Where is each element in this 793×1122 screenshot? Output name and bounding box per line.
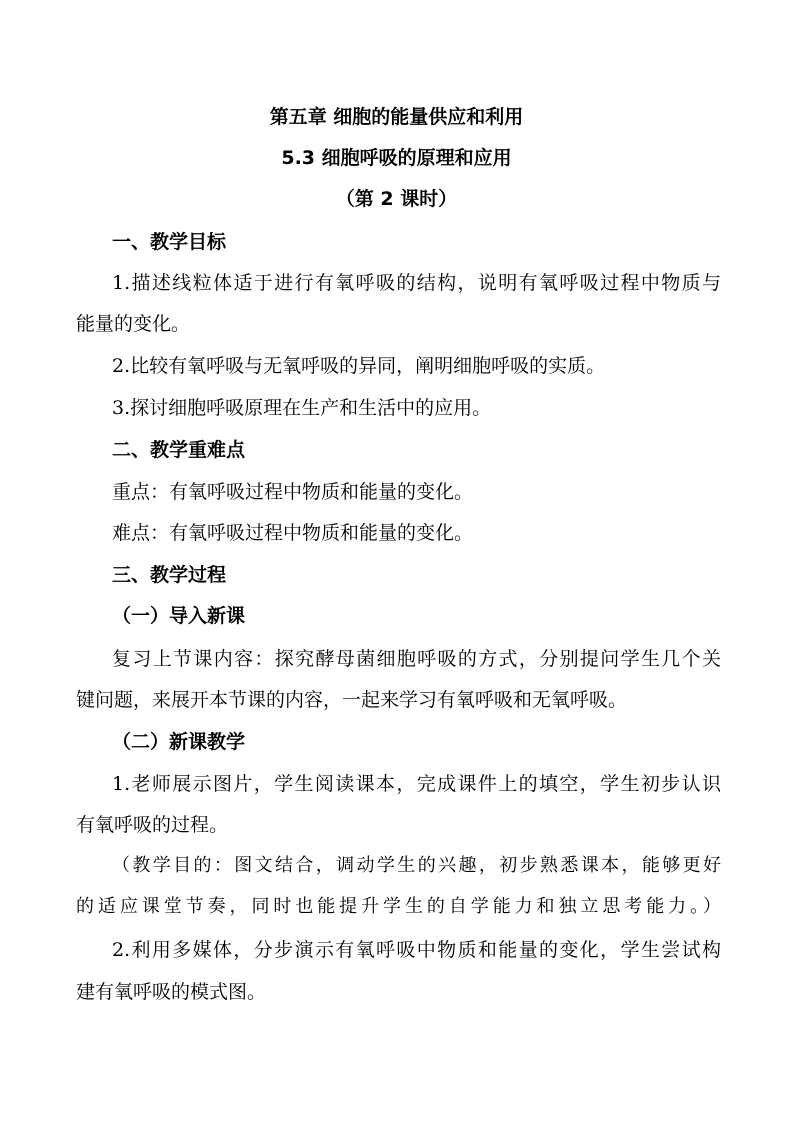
step-2-line-2: 建有氧呼吸的模式图。 (76, 981, 267, 1003)
teaching-note-line-2: 的适应课堂节奏，同时也能提升学生的自学能力和独立思考能力。） (76, 896, 721, 917)
teaching-note-line-1: （教学目的：图文结合，调动学生的兴趣，初步熟悉课本，能够更好 (112, 855, 721, 876)
chapter-title: 第五章 细胞的能量供应和利用 (269, 106, 524, 128)
key-point: 重点：有氧呼吸过程中物质和能量的变化。 (112, 481, 474, 503)
difficult-point: 难点：有氧呼吸过程中物质和能量的变化。 (112, 522, 474, 544)
objective-1-line-1: 1.描述线粒体适于进行有氧呼吸的结构，说明有氧呼吸过程中物质与 (112, 272, 721, 294)
objective-3: 3.探讨细胞呼吸原理在生产和生活中的应用。 (112, 397, 492, 419)
objective-1-line-2: 能量的变化。 (76, 313, 191, 335)
process-heading: 三、教学过程 (112, 564, 227, 586)
key-points-heading: 二、教学重难点 (112, 439, 246, 461)
part-1-line-1: 复习上节课内容：探究酵母菌细胞呼吸的方式，分别提问学生几个关 (112, 648, 721, 670)
part-2-heading: （二）新课教学 (112, 731, 246, 753)
step-1-line-1: 1.老师展示图片，学生阅读课本，完成课件上的填空，学生初步认识 (112, 773, 721, 795)
objectives-heading: 一、教学目标 (112, 231, 227, 253)
section-title: 5.3 细胞呼吸的原理和应用 (281, 147, 512, 169)
step-1-line-2: 有氧呼吸的过程。 (76, 814, 229, 836)
step-2-line-1: 2.利用多媒体，分步演示有氧呼吸中物质和能量的变化，学生尝试构 (112, 939, 721, 961)
lesson-title: （第 2 课时） (335, 188, 458, 210)
objective-2: 2.比较有氧呼吸与无氧呼吸的异同，阐明细胞呼吸的实质。 (112, 355, 606, 377)
part-1-heading: （一）导入新课 (112, 605, 246, 627)
part-1-line-2: 键问题，来展开本节课的内容，一起来学习有氧呼吸和无氧呼吸。 (76, 689, 628, 711)
